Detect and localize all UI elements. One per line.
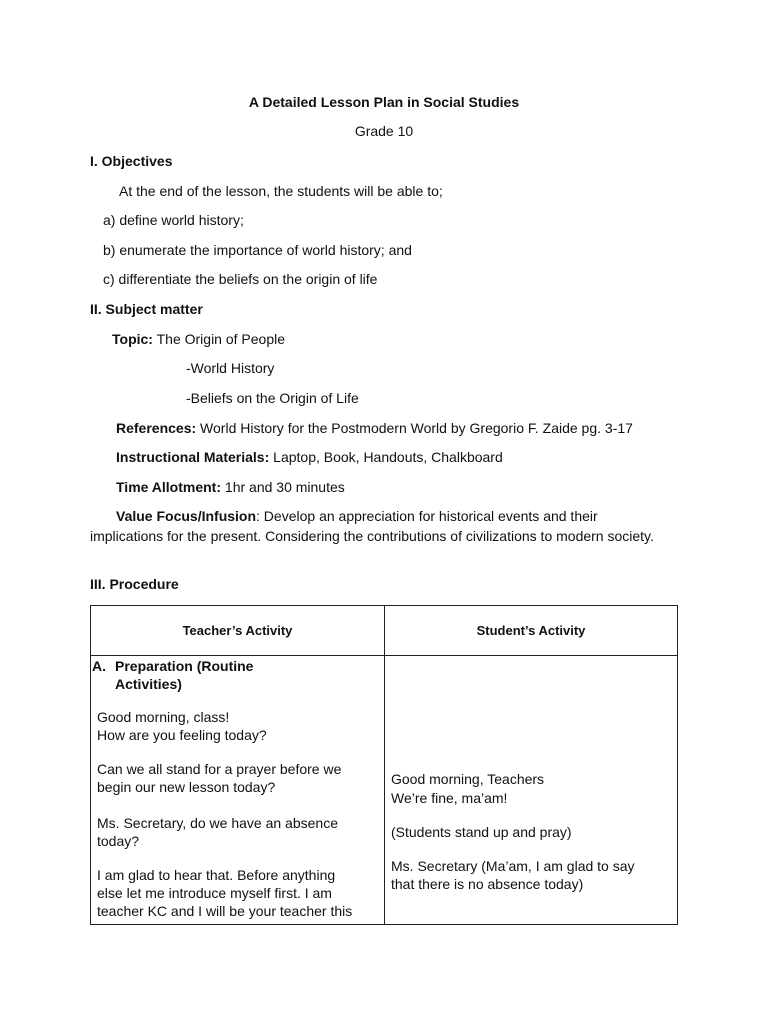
doc-grade: Grade 10 bbox=[354, 123, 414, 139]
time-allotment-label: Time Allotment: bbox=[116, 479, 222, 495]
objective-item: a) define world history; bbox=[103, 212, 244, 228]
objective-item: c) differentiate the beliefs on the origin of life bbox=[103, 271, 378, 287]
topic-row bbox=[112, 330, 285, 348]
materials-row bbox=[116, 448, 503, 466]
procedure-heading: III. Procedure bbox=[90, 576, 179, 592]
references-value: World History for the Postmodern World by Gregorio F. Zaide pg. 3-17 bbox=[200, 420, 633, 436]
teacher-activity-cell bbox=[91, 656, 385, 925]
student-line: Ms. Secretary (Ma’am, I am glad to say bbox=[391, 858, 635, 874]
references-row bbox=[116, 419, 633, 437]
teacher-line: Can we all stand for a prayer before we bbox=[97, 761, 342, 777]
teacher-activity-header: Teacher’s Activity bbox=[91, 606, 385, 656]
table-row bbox=[91, 656, 678, 925]
teacher-line: Good morning, class! bbox=[97, 709, 230, 725]
section-marker: A. bbox=[92, 658, 106, 674]
value-focus-paragraph bbox=[90, 506, 660, 546]
time-allotment-row bbox=[116, 478, 345, 496]
section-title: Preparation (Routine bbox=[115, 658, 254, 674]
student-line: Good morning, Teachers bbox=[391, 771, 545, 787]
procedure-table bbox=[90, 605, 678, 925]
subtopic-item: -Beliefs on the Origin of Life bbox=[186, 390, 359, 406]
topic-label: Topic: bbox=[112, 331, 153, 347]
teacher-line: Ms. Secretary, do we have an absence bbox=[97, 815, 338, 831]
student-line: We’re fine, ma’am! bbox=[391, 790, 508, 806]
time-allotment-value: 1hr and 30 minutes bbox=[224, 479, 345, 495]
student-activity-cell bbox=[385, 656, 678, 925]
teacher-line: else let me introduce myself first. I am bbox=[97, 885, 332, 901]
objective-item: b) enumerate the importance of world history; and bbox=[103, 242, 412, 258]
teacher-line: teacher KC and I will be your teacher this bbox=[97, 903, 353, 919]
teacher-line: today? bbox=[97, 833, 140, 849]
materials-value: Laptop, Book, Handouts, Chalkboard bbox=[273, 449, 503, 465]
topic-value: The Origin of People bbox=[156, 331, 286, 347]
materials-label: Instructional Materials: bbox=[116, 449, 270, 465]
section-title: Activities) bbox=[115, 676, 182, 692]
doc-title: A Detailed Lesson Plan in Social Studies bbox=[248, 94, 520, 110]
teacher-line: begin our new lesson today? bbox=[97, 779, 276, 795]
objectives-heading: I. Objectives bbox=[90, 153, 173, 169]
teacher-line: I am glad to hear that. Before anything bbox=[97, 867, 336, 883]
subject-matter-heading: II. Subject matter bbox=[90, 301, 203, 317]
student-activity-header: Student’s Activity bbox=[385, 606, 678, 656]
student-line: (Students stand up and pray) bbox=[391, 824, 572, 840]
teacher-line: How are you feeling today? bbox=[97, 727, 267, 743]
value-focus-text: : Develop an appreciation for historical events and their implications for the present. Considering the contributions of civilizations to modern society. bbox=[90, 508, 654, 544]
objectives-intro: At the end of the lesson, the students will be able to; bbox=[119, 183, 443, 199]
references-label: References: bbox=[116, 420, 197, 436]
table-header-row bbox=[91, 606, 678, 656]
subtopic-item: -World History bbox=[186, 360, 275, 376]
value-focus-label: Value Focus/Infusion bbox=[116, 508, 257, 524]
student-line: that there is no absence today) bbox=[391, 876, 584, 892]
